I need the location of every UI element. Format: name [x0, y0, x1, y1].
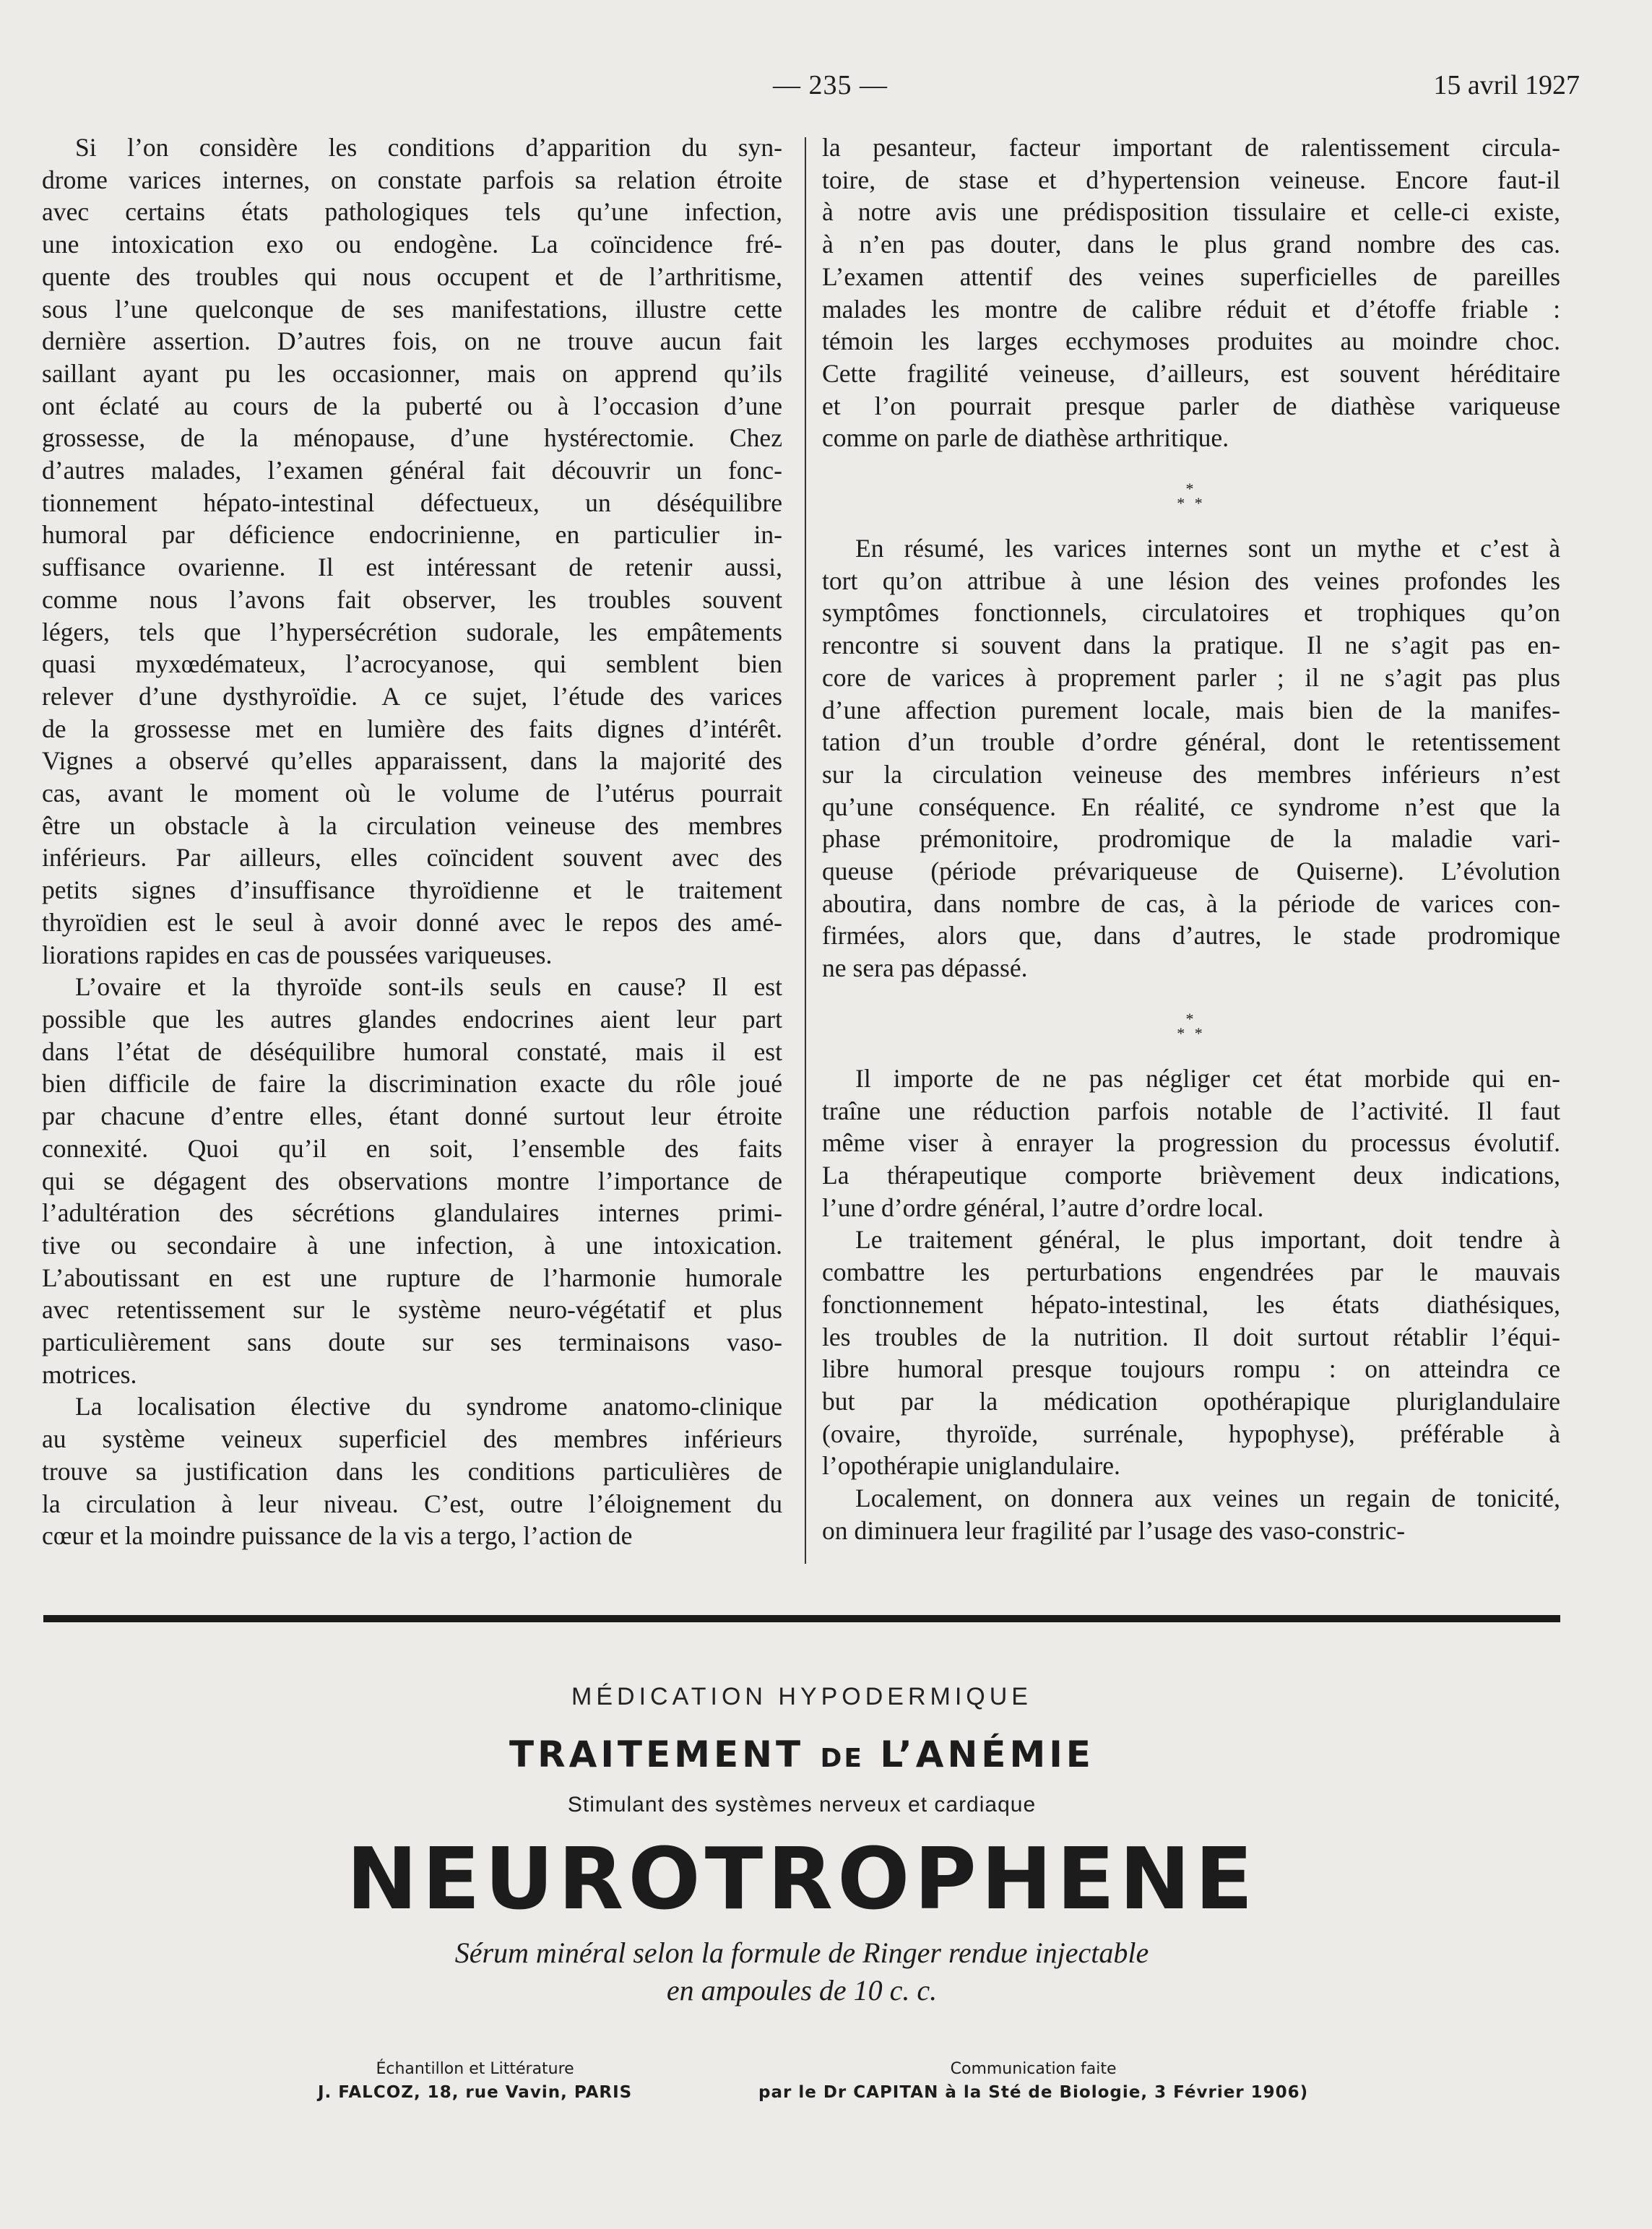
ad-description — [43, 1934, 1560, 2009]
text-line: liorations rapides en cas de poussées variqueuses. — [42, 940, 553, 969]
text-line: cas, avant le moment où le volume de l’utérus pourrait — [42, 779, 782, 808]
text-line: particulièrement sans doute sur ses terminaisons vaso- — [42, 1328, 782, 1357]
text-line: L’ovaire et la thyroïde sont-ils seuls en cause? Il est — [75, 972, 782, 1002]
text-line: En résumé, les varices internes sont un mythe et c’est à — [855, 534, 1560, 563]
text-line: core de varices à proprement parler ; il ne s’agit pas plus — [822, 662, 1560, 692]
text-line: sous l’une quelconque de ses manifestations, illustre cette — [42, 294, 782, 324]
text-line: avec retentissement sur le système neuro-végétatif et plus — [42, 1295, 782, 1325]
text-line: témoin les larges ecchymoses produites au moindre choc. — [822, 326, 1560, 356]
text-line: d’une affection purement locale, mais bien de la manifes- — [822, 695, 1560, 724]
text-line: connexité. Quoi qu’il en soit, l’ensemble des faits — [42, 1133, 782, 1163]
text-line: l’adultération des sécrétions glandulaires internes primi- — [42, 1198, 782, 1228]
ad-subtitle: Stimulant des systèmes nerveux et cardiaque — [567, 1793, 1037, 1817]
text-line: quente des troubles qui nous occupent et de l’arthritisme, — [42, 261, 782, 291]
ad-description-line-1: Sérum minéral selon la formule de Ringer rendue injectable — [454, 1936, 1149, 1969]
text-line: trouve sa justification dans les conditions particulières de — [42, 1456, 782, 1486]
text-line: la circulation à leur niveau. C’est, outre l’éloignement du — [42, 1489, 782, 1518]
text-line: La localisation élective du syndrome anatomo-clinique — [75, 1392, 782, 1421]
text-line: sur la circulation veineuse des membres inférieurs n’est — [822, 759, 1560, 789]
text-line: malades les montre de calibre réduit et d’étoffe friable : — [822, 294, 1560, 324]
text-line: petits signes d’insuffisance thyroïdienne et le traitement — [42, 875, 782, 905]
paragraph — [42, 1390, 782, 1552]
issue-date: 15 avril 1927 — [1433, 70, 1580, 100]
text-line: qui se dégagent des observations montre l’importance de — [42, 1166, 782, 1195]
text-line: et l’on pourrait presque parler de diathèse variqueuse — [822, 391, 1560, 420]
text-line: tation d’un trouble d’ordre général, dont le retentissement — [822, 727, 1560, 757]
text-line: L’examen attentif des veines superficielles de pareilles — [822, 261, 1560, 291]
paragraph — [822, 131, 1560, 454]
ad-title — [43, 1734, 1560, 1775]
text-line: qu’une conséquence. En réalité, ce syndrome n’est que la — [822, 792, 1560, 821]
text-line: tort qu’on attribue à une lésion des veines profondes les — [822, 566, 1560, 595]
paragraph — [822, 1062, 1560, 1224]
text-line: Si l’on considère les conditions d’apparition du syn- — [75, 133, 782, 162]
paragraph — [822, 1482, 1560, 1546]
text-line: quasi myxœdémateux, l’acrocyanose, qui semblent bien — [42, 649, 782, 679]
paragraph — [822, 1224, 1560, 1482]
text-line: aboutira, dans nombre de cas, à la période de varices con- — [822, 888, 1560, 918]
text-line: tionnement hépato-intestinal défectueux, un déséquilibre — [42, 488, 782, 517]
text-line: dans l’état de déséquilibre humoral constaté, mais il est — [42, 1036, 782, 1066]
text-line: L’aboutissant en est une rupture de l’harmonie humorale — [42, 1263, 782, 1292]
text-line: bien difficile de faire la discrimination exacte du rôle joué — [42, 1069, 782, 1099]
text-line: queuse (période prévariqueuse de Quiserne). L’évolution — [822, 857, 1560, 886]
ad-communication-caption: Communication faite — [950, 2060, 1117, 2078]
text-line: firmées, alors que, dans d’autres, le stade prodromique — [822, 921, 1560, 951]
text-line: traîne une réduction parfois notable de l’activité. Il faut — [822, 1096, 1560, 1125]
ad-kicker: MÉDICATION HYPODERMIQUE — [571, 1683, 1032, 1710]
paragraph — [822, 532, 1560, 984]
text-line: possible que les autres glandes endocrines aient leur part — [42, 1004, 782, 1034]
text-line: (ovaire, thyroïde, surrénale, hypophyse), préférable à — [822, 1419, 1560, 1448]
text-line: phase prémonitoire, prodromique de la maladie vari- — [822, 824, 1560, 854]
text-line: même viser à enrayer la progression du processus évolutif. — [822, 1128, 1560, 1158]
text-line: Localement, on donnera aux veines un regain de tonicité, — [855, 1484, 1560, 1513]
text-line: l’opothérapie uniglandulaire. — [822, 1451, 1120, 1481]
text-line: Cette fragilité veineuse, d’ailleurs, est souvent héréditaire — [822, 358, 1560, 388]
text-line: but par la médication opothérapique pluriglandulaire — [822, 1386, 1560, 1416]
ad-footer-right — [758, 2059, 1308, 2105]
ad-title-part-1: TRAITEMENT — [509, 1734, 805, 1775]
left-column — [42, 131, 782, 1552]
paragraph — [42, 131, 782, 971]
text-line: ne sera pas dépassé. — [822, 953, 1028, 983]
ad-footer — [43, 2059, 1560, 2116]
text-line: saillant ayant pu les occasionner, mais on apprend qu’ils — [42, 358, 782, 388]
text-line: motrices. — [42, 1359, 137, 1389]
text-line: comme nous l’avons fait observer, les troubles souvent — [42, 584, 782, 614]
text-line: dernière assertion. D’autres fois, on ne trouve aucun fait — [42, 326, 782, 356]
page-header — [43, 69, 1580, 113]
text-line: d’autres malades, l’examen général fait découvrir un fonc- — [42, 456, 782, 485]
text-line: à notre avis une prédisposition tissulaire et celle-ci existe, — [822, 197, 1560, 227]
ad-address: J. FALCOZ, 18, rue Vavin, PARIS — [318, 2083, 633, 2102]
ad-footer-left — [318, 2059, 632, 2105]
ad-description-line-2: en ampoules de 10 c. c. — [666, 1974, 938, 2007]
text-line: fonctionnement hépato-intestinal, les états diathésiques, — [822, 1289, 1560, 1319]
advertisement-rule — [43, 1615, 1560, 1622]
text-line: La thérapeutique comporte brièvement deux indications, — [822, 1160, 1560, 1190]
ad-communication-text: par le Dr CAPITAN à la Sté de Biologie, 3 Février 1906) — [758, 2083, 1309, 2102]
text-line: à n’en pas douter, dans le plus grand nombre des cas. — [822, 230, 1560, 259]
text-line: tive ou secondaire à une infection, à une intoxication. — [42, 1230, 782, 1260]
text-line: humoral par déficience endocrinienne, en particulier in- — [42, 520, 782, 550]
section-asterism: * * * — [1177, 480, 1206, 513]
page-number: — 235 — — [773, 70, 888, 100]
text-line: par chacune d’entre elles, étant donné surtout leur étroite — [42, 1101, 782, 1131]
text-line: une intoxication exo ou endogène. La coïncidence fré- — [42, 230, 782, 259]
text-line: drome varices internes, on constate parfois sa relation étroite — [42, 165, 782, 194]
text-line: la pesanteur, facteur important de ralentissement circula- — [822, 133, 1560, 162]
right-column — [822, 131, 1560, 1546]
text-line: légers, tels que l’hypersécrétion sudorale, les empâtements — [42, 617, 782, 646]
text-line: au système veineux superficiel des membres inférieurs — [42, 1424, 782, 1454]
text-line: relever d’une dysthyroïdie. A ce sujet, l’étude des varices — [42, 681, 782, 711]
text-line: être un obstacle à la circulation veineuse des membres — [42, 810, 782, 840]
text-line: toire, de stase et d’hypertension veineuse. Encore faut-il — [822, 165, 1560, 194]
text-line: de la grossesse met en lumière des faits dignes d’intérêt. — [42, 714, 782, 743]
text-line: comme on parle de diathèse arthritique. — [822, 423, 1229, 453]
text-line: ont éclaté au cours de la puberté ou à l’occasion d’une — [42, 391, 782, 420]
section-asterism: * * * — [1177, 1009, 1206, 1042]
text-line: cœur et la moindre puissance de la vis a tergo, l’action de — [42, 1521, 633, 1551]
text-line: inférieurs. Par ailleurs, elles coïncident souvent avec des — [42, 843, 782, 873]
text-line: les troubles de la nutrition. Il doit surtout rétablir l’équi- — [822, 1322, 1560, 1351]
text-line: libre humoral presque toujours rompu : on atteindra ce — [822, 1354, 1560, 1384]
text-line: combattre les perturbations engendrées par le mauvais — [822, 1258, 1560, 1287]
text-line: thyroïdien est le seul à avoir donné avec le repos des amé- — [42, 907, 782, 937]
ad-brand-name: NEUROTROPHENE — [346, 1829, 1258, 1929]
text-line: Le traitement général, le plus important, doit tendre à — [855, 1225, 1560, 1255]
text-line: rencontre si souvent dans la pratique. Il ne s’agit pas en- — [822, 631, 1560, 660]
ad-title-part-2: L’ANÉMIE — [880, 1734, 1094, 1775]
column-divider — [805, 137, 806, 1564]
advertisement — [43, 1640, 1560, 2145]
text-line: symptômes fonctionnels, circulatoires et trophiques qu’on — [822, 598, 1560, 628]
text-line: on diminuera leur fragilité par l’usage des vaso-constric- — [822, 1515, 1406, 1545]
ad-sample-caption: Échantillon et Littérature — [376, 2060, 574, 2078]
text-line: l’une d’ordre général, l’autre d’ordre local. — [822, 1193, 1264, 1222]
ad-title-connector: DE — [820, 1744, 864, 1773]
text-line: Vignes a observé qu’elles apparaissent, dans la majorité des — [42, 746, 782, 776]
text-line: avec certains états pathologiques tels qu’une infection, — [42, 197, 782, 227]
paragraph — [42, 971, 782, 1390]
text-line: grossesse, de la ménopause, d’une hystérectomie. Chez — [42, 423, 782, 453]
text-line: suffisance ovarienne. Il est intéressant de retenir aussi, — [42, 553, 782, 582]
text-line: Il importe de ne pas négliger cet état morbide qui en- — [855, 1063, 1560, 1093]
